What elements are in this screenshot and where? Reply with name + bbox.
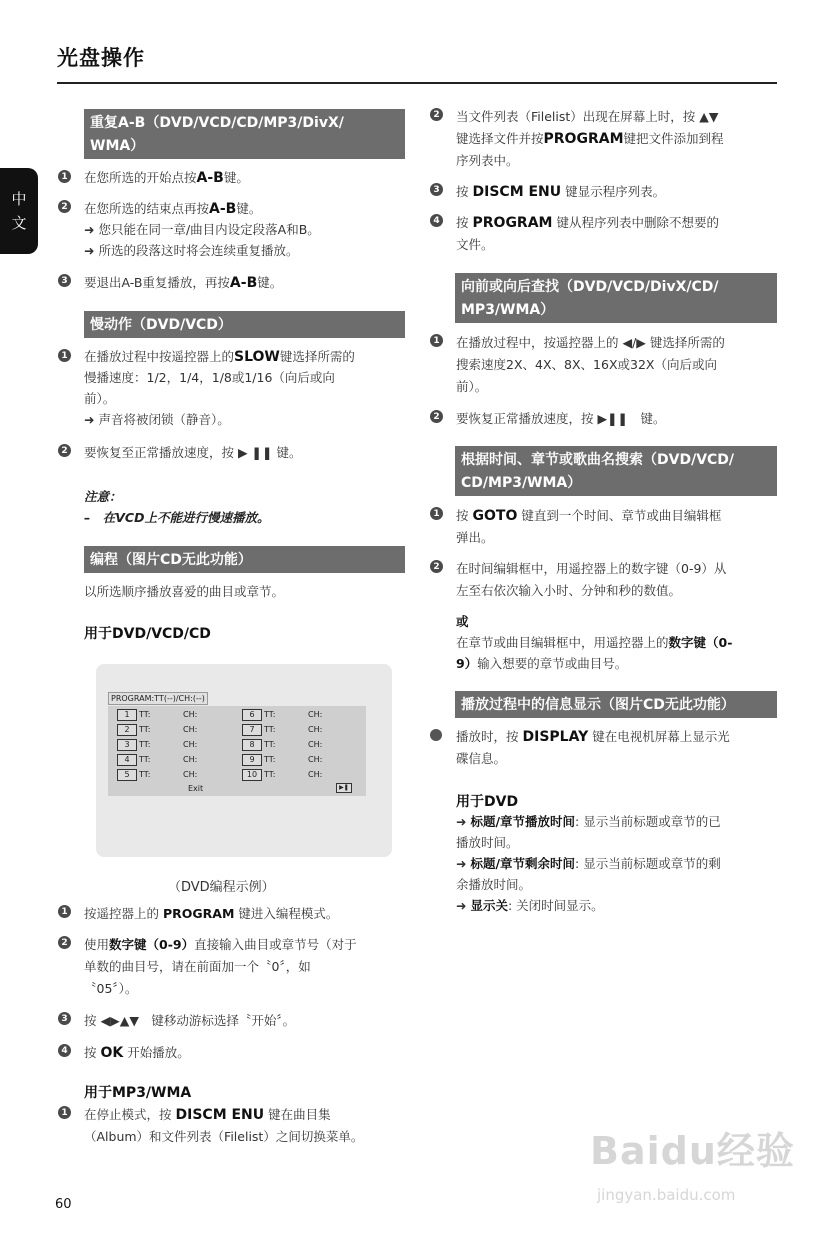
step-number-1: 1 (58, 349, 71, 362)
step-number-1: 1 (58, 170, 71, 183)
info-step-1-text: 播放时，按 (456, 729, 519, 744)
bullet (430, 729, 442, 741)
program-key: PROGRAM (163, 906, 235, 921)
ab-key: A-B (196, 170, 224, 186)
ab-note-1-text: 您只能在同一章/曲目内设定段落A和B。 (98, 222, 320, 237)
program-left-slot-tt[interactable]: TT: (139, 710, 151, 719)
ok-key: OK (100, 1045, 124, 1061)
band-search-line1: 向前或向后查找（DVD/VCD/DivX/CD/ (461, 279, 719, 295)
step-number-2: 2 (58, 200, 71, 213)
band-ab-line2: WMA） (90, 138, 145, 154)
info-dvd-heading: 用于DVD (456, 794, 519, 810)
ab-step-3-text: 要退出A-B重复播放，再按 (84, 275, 230, 290)
prog-step-2-text: 使用 (84, 937, 110, 952)
prog-step-1-text: 按遥控器上的 (84, 906, 160, 921)
mp3-step-1-cont: 键在曲目集 (268, 1107, 331, 1122)
program-right-slot-ch[interactable]: CH: (308, 755, 323, 764)
info-note-2 (456, 853, 721, 874)
step-number-3: 3 (430, 183, 443, 196)
prog-step-1-end: 键进入编程模式。 (238, 906, 339, 921)
filelist-step-4-text: 按 (456, 215, 469, 230)
prog-step-1 (84, 903, 338, 924)
goto-step-3-text: 在章节或曲目编辑框中，用遥控器上的 (456, 635, 669, 650)
page-title: 光盘操作 (57, 46, 145, 70)
prog-step-2-line2: 单数的曲目号，请在前面加一个〝0〞，如 (84, 959, 311, 974)
note-title: 注意： (84, 489, 122, 504)
filelist-step-4 (456, 212, 719, 234)
goto-step-1-cont: 键直到一个时间、章节或曲目编辑框 (521, 508, 722, 523)
program-right-slot-ch[interactable]: CH: (308, 740, 323, 749)
discmenu-key: DISCM ENU (175, 1107, 265, 1123)
step-number-1: 1 (58, 905, 71, 918)
language-tab-char-1: 中 (11, 190, 27, 208)
filelist-step-4-line2: 文件。 (456, 237, 494, 252)
program-left-slot-ch[interactable]: CH: (183, 725, 198, 734)
step-number-3: 3 (58, 1012, 71, 1025)
filelist-step-2-line3: 序列表中。 (456, 153, 519, 168)
program-right-slot-ch[interactable]: CH: (308, 725, 323, 734)
elapsed-time-desc: : 显示当前标题或章节的已 (575, 814, 721, 829)
program-right-slot-number[interactable]: 10 (242, 769, 262, 781)
program-left-slot-tt[interactable]: TT: (139, 740, 151, 749)
mp3-step-1 (84, 1104, 331, 1126)
filelist-step-2-cont: 键把文件添加到程 (623, 131, 724, 146)
arrow-icon: ➜ (456, 898, 471, 913)
note-text: – 在VCD上不能进行慢速播放。 (84, 510, 270, 525)
program-left-slot-ch[interactable]: CH: (183, 755, 198, 764)
program-left-slot-number[interactable]: 4 (117, 754, 137, 766)
info-note-1-line2: 播放时间。 (456, 835, 519, 850)
search-step-2: 要恢复正常播放速度，按 ▶❚❚ 键。 (456, 411, 666, 426)
display-key: DISPLAY (522, 729, 589, 745)
goto-step-1-line2: 弹出。 (456, 530, 494, 545)
program-right-slot-tt[interactable]: TT: (264, 770, 276, 779)
prog-step-3: 按 ◀▶▲▼ 键移动游标选择〝开始〞。 (84, 1013, 296, 1028)
step-number-2: 2 (430, 410, 443, 423)
info-note-2-line2: 余播放时间。 (456, 877, 532, 892)
ab-step-3 (84, 272, 282, 294)
slow-step-1-text: 在播放过程中按遥控器上的 (84, 349, 235, 364)
filelist-step-3-end: 键显示程序列表。 (565, 184, 666, 199)
filelist-step-4-cont: 键从程序列表中删除不想要的 (556, 215, 719, 230)
arrow-icon: ➜ (456, 814, 471, 829)
language-tab-char-2: 文 (11, 214, 27, 232)
ab-step-1 (84, 167, 249, 189)
slow-step-1-line2: 慢播速度：1/2，1/4，1/8或1/16（向后或向 (84, 370, 335, 385)
program-caption: （DVD编程示例） (168, 880, 275, 895)
goto-step-3 (456, 632, 732, 653)
title-rule (57, 82, 777, 84)
arrow-icon: ➜ (84, 412, 99, 427)
search-step-1-line2: 搜索速度2X、4X、8X、16X或32X（向后或向 (456, 357, 717, 372)
filelist-step-2-text: 键选择文件并按 (456, 131, 544, 146)
program-left-slot-ch[interactable]: CH: (183, 740, 198, 749)
exit-label[interactable]: Exit (188, 784, 204, 793)
band-goto-line1: 根据时间、章节或歌曲名搜索（DVD/VCD/ (461, 452, 735, 468)
prog-step-4-end: 开始播放。 (127, 1045, 190, 1060)
info-step-1-line2: 碟信息。 (456, 751, 507, 766)
ab-step-3-end: 键。 (257, 275, 283, 290)
info-step-1-cont: 键在电视机屏幕上显示光 (592, 729, 730, 744)
goto-or: 或 (456, 614, 469, 629)
step-number-1: 1 (430, 334, 443, 347)
program-left-slot-number[interactable]: 2 (117, 724, 137, 736)
ab-step-2 (84, 198, 261, 220)
program-right-slot-number[interactable]: 7 (242, 724, 262, 736)
step-number-2: 2 (430, 560, 443, 573)
arrow-icon: ➜ (456, 856, 471, 871)
program-key-3: PROGRAM (472, 215, 553, 231)
info-note-1 (456, 811, 721, 832)
number-keys: 数字键（0-9） (109, 937, 195, 952)
program-left-slot-ch[interactable]: CH: (183, 710, 198, 719)
program-right-slot-tt[interactable]: TT: (264, 725, 276, 734)
step-number-4: 4 (430, 214, 443, 227)
ab-note-2-text: 所选的段落这时将会连续重复播放。 (98, 243, 299, 258)
mp3-step-1-line2: （Album）和文件列表（Filelist）之间切换菜单。 (84, 1129, 364, 1144)
display-off-desc: : 关闭时间显示。 (507, 898, 604, 913)
step-number-4: 4 (58, 1044, 71, 1057)
band-ab-repeat (84, 109, 405, 159)
program-intro: 以所选顺序播放喜爱的曲目或章节。 (84, 584, 285, 599)
program-left-slot-tt[interactable]: TT: (139, 725, 151, 734)
band-search-line2: MP3/WMA） (461, 302, 555, 318)
prog-step-4 (84, 1042, 190, 1064)
next-page-icon[interactable]: ▶❚ (336, 783, 352, 793)
program-right-slot-tt[interactable]: TT: (264, 710, 276, 719)
filelist-step-3 (456, 181, 665, 203)
program-left-slot-number[interactable]: 3 (117, 739, 137, 751)
mp3-step-1-text: 在停止模式，按 (84, 1107, 172, 1122)
program-left-slot-number[interactable]: 5 (117, 769, 137, 781)
band-goto-line2: CD/MP3/WMA） (461, 475, 582, 491)
band-slow-motion: 慢动作（DVD/VCD） (84, 311, 405, 338)
program-right-slot-number[interactable]: 9 (242, 754, 262, 766)
search-step-1-line3: 前）。 (456, 379, 488, 394)
watermark-logo: Baidu经验 (590, 1129, 795, 1173)
arrow-icon: ➜ (84, 222, 99, 237)
step-number-1: 1 (430, 507, 443, 520)
info-note-3 (456, 895, 604, 916)
ab-key-2: A-B (209, 201, 237, 217)
ab-step-1-end: 键。 (223, 170, 249, 185)
slow-step-1-cont: 键选择所需的 (279, 349, 355, 364)
slow-step-2: 要恢复至正常播放速度，按 ▶ ❚❚ 键。 (84, 445, 302, 460)
step-number-3: 3 (58, 274, 71, 287)
step-number-2: 2 (58, 444, 71, 457)
filelist-step-2: 当文件列表（Filelist）出现在屏幕上时，按 ▲▼ (456, 109, 719, 124)
program-right-slot-ch[interactable]: CH: (308, 710, 323, 719)
program-right-slot-number[interactable]: 6 (242, 709, 262, 721)
goto-key: GOTO (472, 508, 518, 524)
remaining-time-desc: : 显示当前标题或章节的剩 (575, 856, 721, 871)
program-right-slot-ch[interactable]: CH: (308, 770, 323, 779)
ab-key-3: A-B (229, 275, 258, 291)
program-mp3-heading: 用于MP3/WMA (84, 1085, 192, 1101)
goto-step-3-end: 输入想要的章节或曲目号。 (477, 656, 628, 671)
elapsed-time-label: 标题/章节播放时间 (470, 814, 576, 829)
display-off-label: 显示关 (470, 898, 508, 913)
step-number-2: 2 (430, 108, 443, 121)
remaining-time-label: 标题/章节剩余时间 (470, 856, 576, 871)
slow-step-1-line3: 前）。 (84, 391, 116, 406)
program-left-slot-tt[interactable]: TT: (139, 755, 151, 764)
ab-step-2-end: 键。 (236, 201, 262, 216)
goto-step-3-line2 (456, 653, 627, 674)
ab-note-2 (84, 240, 298, 261)
program-screen-title: PROGRAM:TT(--)/CH:(--) (108, 692, 208, 705)
prog-step-2-line3: 〝05〞）。 (84, 981, 138, 996)
program-key-2: PROGRAM (543, 131, 624, 147)
slow-note-text: 声音将被闭锁（静音）。 (98, 412, 230, 427)
number-keys-2-end: 9） (456, 656, 478, 671)
search-step-1: 在播放过程中，按遥控器上的 ◀/▶ 键选择所需的 (456, 335, 725, 350)
arrow-icon: ➜ (84, 243, 99, 258)
program-right-slot-tt[interactable]: TT: (264, 740, 276, 749)
page-number: 60 (55, 1197, 72, 1212)
prog-step-2-cont: 直接输入曲目或章节号（对于 (194, 937, 357, 952)
program-screen (96, 664, 392, 857)
watermark-url: jingyan.baidu.com (597, 1186, 736, 1204)
program-dvd-heading: 用于DVD/VCD/CD (84, 626, 211, 642)
band-info: 播放过程中的信息显示（图片CD无此功能） (455, 691, 777, 718)
band-program: 编程（图片CD无此功能） (84, 546, 405, 573)
program-right-slot-tt[interactable]: TT: (264, 755, 276, 764)
band-search (455, 273, 777, 323)
ab-step-1-text: 在您所选的开始点按 (84, 170, 197, 185)
goto-step-2-line2: 左至右依次输入小时、分钟和秒的数值。 (456, 583, 682, 598)
program-left-slot-number[interactable]: 1 (117, 709, 137, 721)
language-tab (0, 168, 38, 254)
number-keys-2: 数字键（0- (668, 635, 733, 650)
goto-step-1-text: 按 (456, 508, 469, 523)
filelist-step-2-line2 (456, 128, 724, 150)
info-step-1 (456, 726, 730, 748)
prog-step-4-text: 按 (84, 1045, 97, 1060)
discmenu-key-2: DISCM ENU (472, 184, 562, 200)
goto-step-2: 在时间编辑框中，用遥控器上的数字键（0-9）从 (456, 561, 727, 576)
slow-key: SLOW (234, 349, 280, 365)
ab-note-1 (84, 219, 320, 240)
slow-step-1 (84, 346, 355, 368)
prog-step-2 (84, 934, 357, 955)
step-number-2: 2 (58, 936, 71, 949)
step-number-1: 1 (58, 1106, 71, 1119)
filelist-step-3-text: 按 (456, 184, 469, 199)
program-left-slot-tt[interactable]: TT: (139, 770, 151, 779)
program-right-slot-number[interactable]: 8 (242, 739, 262, 751)
slow-note (84, 409, 230, 430)
program-left-slot-ch[interactable]: CH: (183, 770, 198, 779)
band-goto (455, 446, 777, 496)
ab-step-2-text: 在您所选的结束点再按 (84, 201, 210, 216)
band-ab-line1: 重复A-B（DVD/VCD/CD/MP3/DivX/ (90, 115, 344, 131)
goto-step-1 (456, 505, 721, 527)
